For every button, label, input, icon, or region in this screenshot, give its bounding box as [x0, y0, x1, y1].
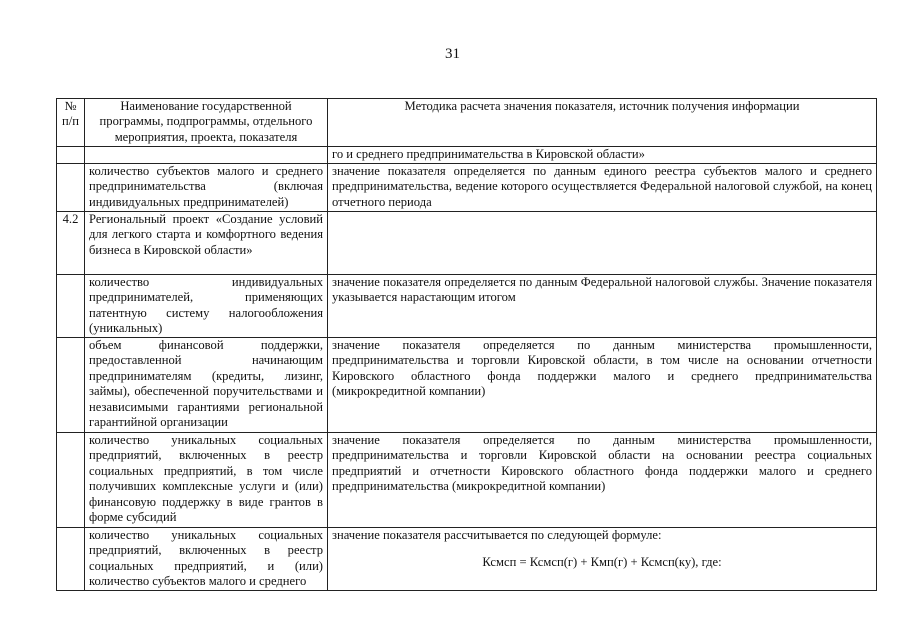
- row-name: объем финансовой поддержки, предоставленной начинающим предпринимателям (кредиты, лизинг, займы), обеспеченной поручительствами и независимыми гарантиями региональной гарантийной организации: [85, 338, 328, 433]
- table-row: [57, 147, 877, 164]
- table-row: [57, 528, 877, 591]
- table-row: [57, 212, 877, 275]
- row-name: [85, 147, 328, 164]
- row-number: [57, 164, 85, 212]
- row-number: [57, 433, 85, 528]
- row-method: [328, 212, 877, 275]
- row-method: значение показателя определяется по данным Федеральной налоговой службы. Значение показателя указывается нарастающим итогом: [328, 275, 877, 338]
- table-row: [57, 164, 877, 212]
- row-method-cell: [328, 528, 877, 591]
- row-name: количество субъектов малого и среднего предпринимательства (включая индивидуальных предпринимателей): [85, 164, 328, 212]
- row-method: значение показателя определяется по данным министерства промышленности, предпринимательства и торговли Кировской области, в том числе на основании отчетности Кировского областного фонда поддержки малого и среднего предпринимательства (микрокредитной компании): [328, 338, 877, 433]
- row-name: количество уникальных социальных предприятий, включенных в реестр социальных предприятий, в том числе получивших комплексные услуги и (или) финансовую поддержку в виде грантов в форме субсидий: [85, 433, 328, 528]
- row-method: го и среднего предпринимательства в Кировской области»: [328, 147, 877, 164]
- indicator-methodology-table: [56, 98, 877, 591]
- table-row: [57, 275, 877, 338]
- formula: Ксмсп = Ксмсп(г) + Кмп(г) + Ксмсп(ку), где:: [482, 555, 722, 570]
- row-method: значение показателя рассчитывается по следующей формуле:: [332, 528, 662, 542]
- row-method: значение показателя определяется по данным единого реестра субъектов малого и среднего предпринимательства, ведение которого осуществляется Федеральной налоговой службой, на конец отчетного периода: [328, 164, 877, 212]
- header-method: Методика расчета значения показателя, источник получения информации: [328, 99, 877, 147]
- row-name: Региональный проект «Создание условий для легкого старта и комфортного ведения бизнеса в Кировской области»: [85, 212, 328, 275]
- row-name: количество уникальных социальных предприятий, включенных в реестр социальных предприятий, и (или) количество субъектов малого и среднего: [85, 528, 328, 591]
- row-number: [57, 528, 85, 591]
- row-number: [57, 338, 85, 433]
- page-number: 31: [445, 46, 460, 62]
- row-method: значение показателя определяется по данным министерства промышленности, предпринимательства и торговли Кировской области на основании реестра социальных предприятий и отчетности Кировского областного фонда поддержки малого и среднего предпринимательства (микрокредитной компании): [328, 433, 877, 528]
- header-number: № п/п: [57, 99, 85, 147]
- row-number: [57, 275, 85, 338]
- table-header-row: [57, 99, 877, 147]
- table-row: [57, 433, 877, 528]
- row-number: [57, 147, 85, 164]
- row-number: 4.2: [57, 212, 85, 275]
- row-name: количество индивидуальных предпринимателей, применяющих патентную систему налогообложения (уникальных): [85, 275, 328, 338]
- table-row: [57, 338, 877, 433]
- header-name: Наименование государственной программы, подпрограммы, отдельного мероприятия, проекта, показателя: [85, 99, 328, 147]
